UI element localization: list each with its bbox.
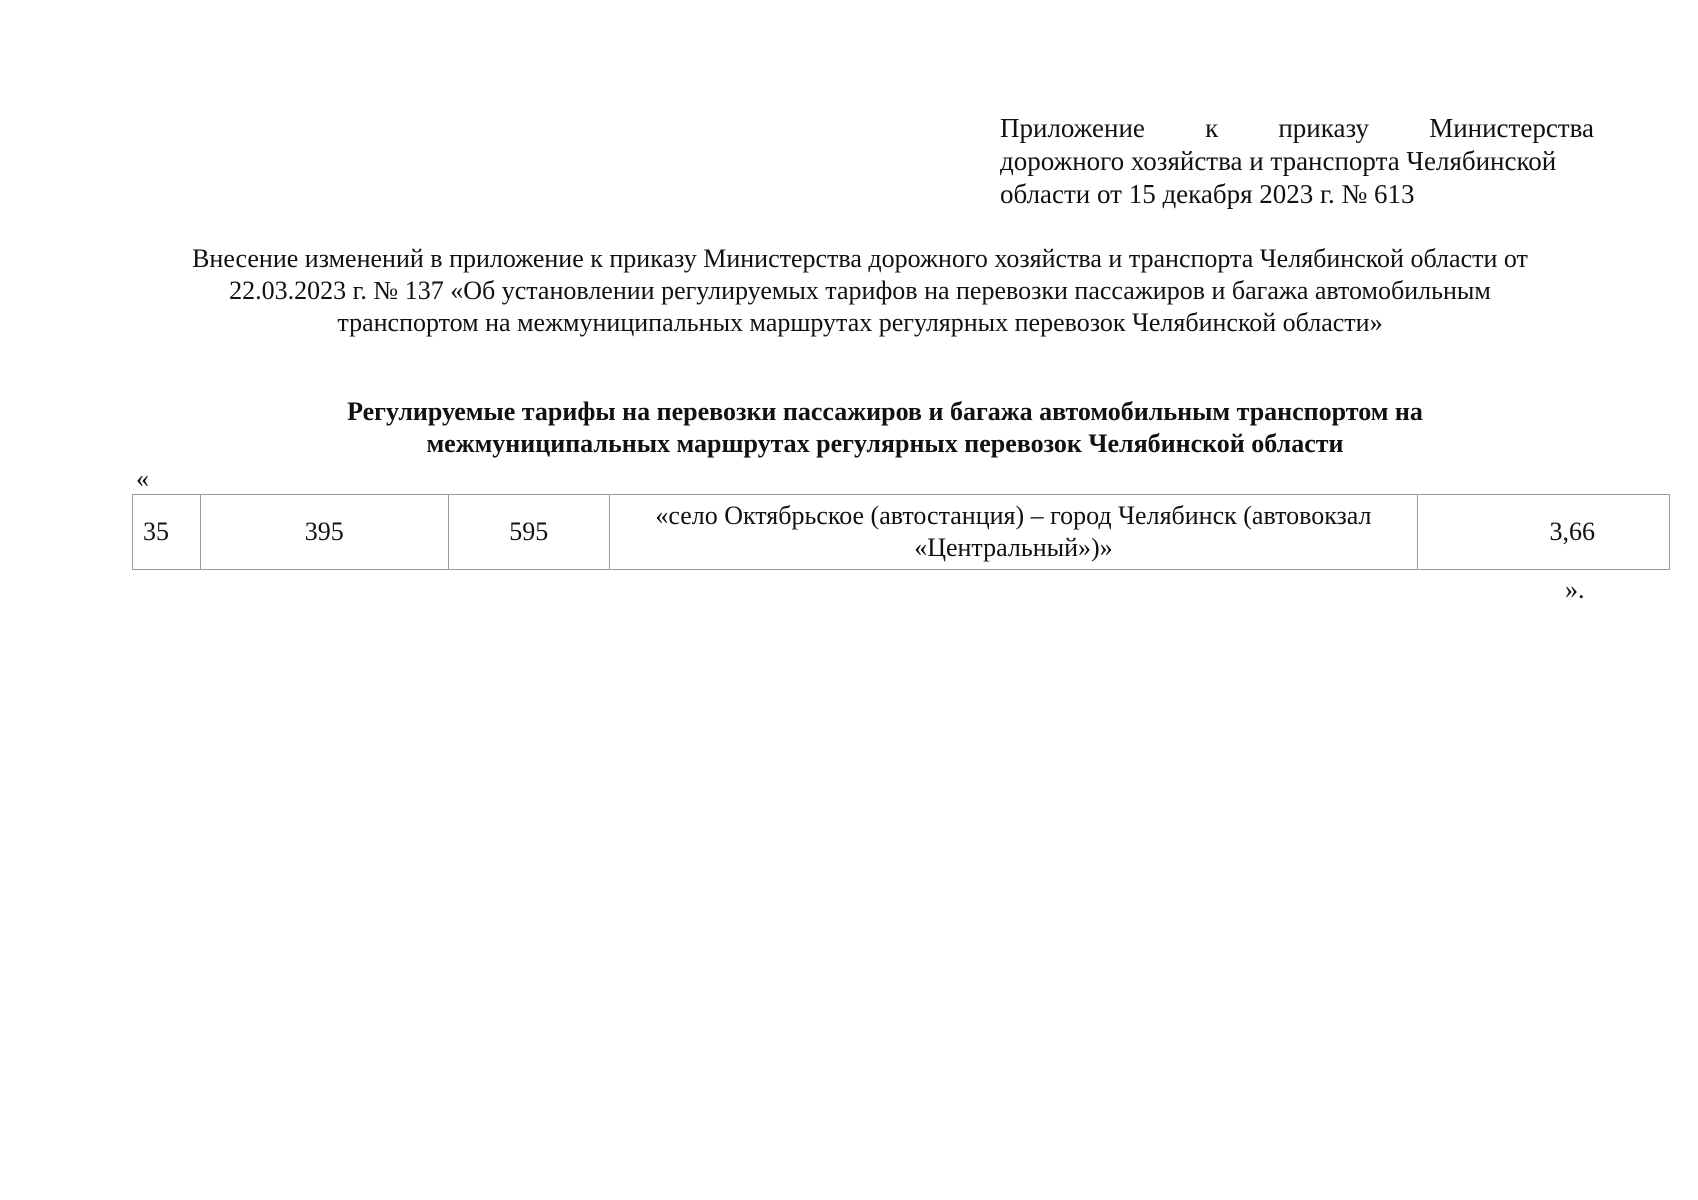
cell-number: 35 [133,495,201,570]
appendix-line-1: Приложение к приказу Министерства [1000,113,1594,143]
appendix-header [1000,112,1594,211]
table-row [133,495,1670,570]
cell-tariff: 3,66 [1418,495,1670,570]
opening-quote: « [136,464,149,493]
amendment-title: Внесение изменений в приложение к приказу Министерства дорожного хозяйства и транспорта Челябинской области от 22.03.2023 г. № 137 «Об установлении регулируемых тарифов на перевозки пассажиров и багажа автомобильным транспортом на межмуниципальных маршрутах регулярных перевозок Челябинской области» [192,244,1528,337]
cell-registry-number: 395 [200,495,448,570]
cell-route-number: 595 [448,495,609,570]
appendix-line-2: дорожного хозяйства и транспорта Челябинской [1000,146,1557,176]
tariff-table [132,494,1670,570]
closing-quote: ». [1565,575,1585,604]
table-title: Регулируемые тарифы на перевозки пассажиров и багажа автомобильным транспортом на межмуниципальных маршрутах регулярных перевозок Челябинской области [347,397,1423,458]
appendix-line-3: области от 15 декабря 2023 г. № 613 [1000,179,1415,209]
cell-route-name: «село Октябрьское (автостанция) – город Челябинск (автовокзал «Центральный»)» [609,495,1417,570]
